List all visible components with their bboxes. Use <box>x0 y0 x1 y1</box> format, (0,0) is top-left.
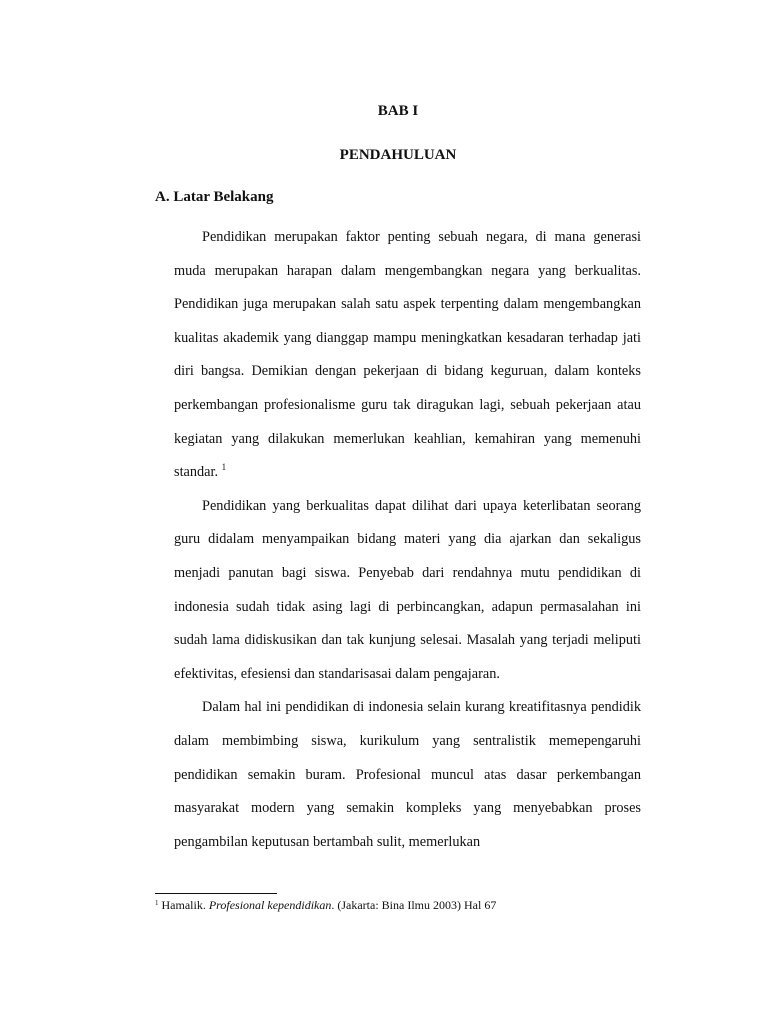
section-heading: A. Latar Belakang <box>155 189 274 205</box>
paragraph <box>174 221 641 490</box>
paragraph <box>174 490 641 692</box>
footnote-marker: 1 <box>155 899 159 907</box>
body-text <box>174 221 641 859</box>
footnote-title: Profesional kependidikan <box>208 898 332 912</box>
paragraph-text: Pendidikan yang berkualitas dapat dilihat dari upaya keterlibatan seorang guru didalam menyampaikan bidang materi yang dia ajarkan dan sekaligus menjadi panutan bagi siswa. Penyebab dari rendahnya mutu pendidikan di indonesia sudah tidak asing lagi di perbincangkan, adapun permasalahan ini sudah lama didiskusikan dan tak kunjung selesai. Masalah yang terjadi meliputi efektivitas, efesiensi dan standarisasai dalam pengajaran. <box>174 497 641 682</box>
footnote-separator <box>155 893 277 894</box>
footnote-publication: . (Jakarta: Bina Ilmu 2003) Hal 67 <box>331 898 497 912</box>
paragraph-text: Pendidikan merupakan faktor penting sebuah negara, di mana generasi muda merupakan harapan dalam mengembangkan negara yang berkualitas. Pendidikan juga merupakan salah satu aspek terpenting dalam mengembangkan kualitas akademik yang dianggap mampu meningkatkan kesadaran terhadap jati diri bangsa. Demikian dengan pekerjaan di bidang keguruan, dalam konteks perkembangan profesionalisme guru tak diragukan lagi, sebuah pekerjaan atau kegiatan yang dilakukan memerlukan keahlian, kemahiran yang memenuhi standar. <box>174 229 641 481</box>
footnote <box>155 897 496 913</box>
footnote-reference: 1 <box>221 462 227 473</box>
paragraph-text: Dalam hal ini pendidikan di indonesia selain kurang kreatifitasnya pendidik dalam membimbing siswa, kurikulum yang sentralistik memepengaruhi pendidikan semakin buram. Profesional muncul atas dasar perkembangan masyarakat modern yang semakin kompleks yang menyebabkan proses pengambilan keputusan bertambah sulit, memerlukan <box>174 699 641 850</box>
chapter-number: BAB I <box>377 103 419 119</box>
chapter-title: PENDAHULUAN <box>339 147 457 163</box>
paragraph <box>174 691 641 859</box>
footnote-author: Hamalik. <box>161 898 206 912</box>
